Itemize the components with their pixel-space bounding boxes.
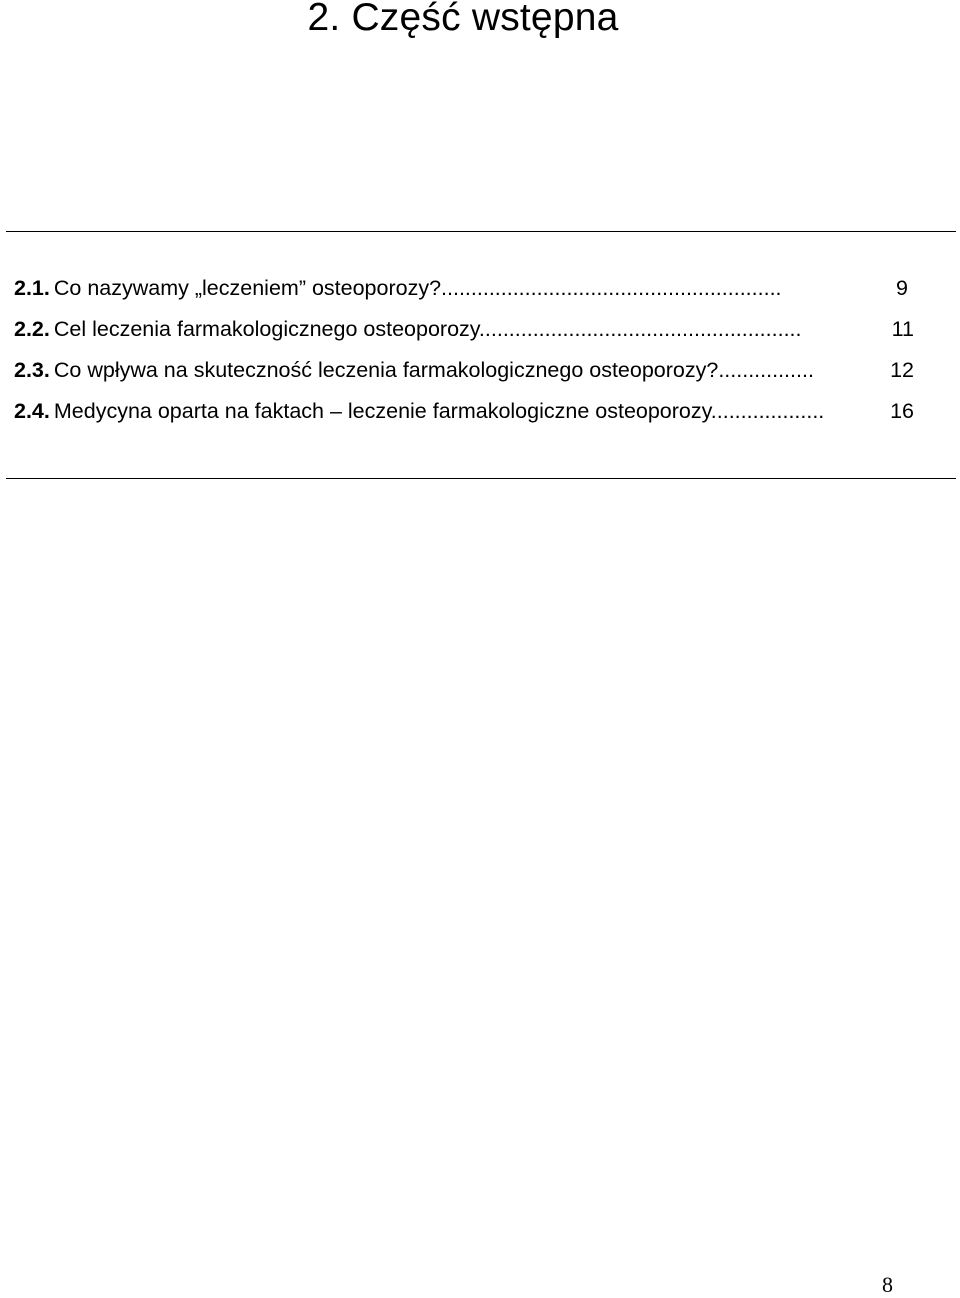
toc-entry-number: 2.4. [14,399,50,423]
page-title: 2. Część wstępna [307,0,619,39]
toc-entry-2-3[interactable] [14,350,914,391]
top-divider [6,231,956,232]
bottom-divider [6,478,956,479]
toc-entry-number: 2.1. [14,276,50,300]
toc-entry-title: Medycyna oparta na faktach – leczenie farmakologiczne osteoporozy................... [53,399,825,423]
toc-entry-2-1[interactable] [14,268,914,309]
toc-entry-2-2[interactable] [14,309,914,350]
toc-entry-title: Co wpływa na skuteczność leczenia farmakologicznego osteoporozy?................ [53,358,814,382]
toc-entry-number: 2.2. [14,317,50,341]
page-number: 8 [882,1272,893,1297]
toc-entry-page: 11 [891,317,914,341]
toc-entry-number: 2.3. [14,358,50,382]
table-of-contents [14,268,914,432]
toc-entry-page: 12 [890,358,914,382]
toc-entry-title: Co nazywamy „leczeniem” osteoporozy?......................................................... [53,276,782,300]
toc-entry-2-4[interactable] [14,391,914,432]
toc-entry-page: 9 [896,276,908,300]
toc-entry-page: 16 [890,399,914,423]
toc-entry-title: Cel leczenia farmakologicznego osteoporozy...................................................... [53,317,802,341]
